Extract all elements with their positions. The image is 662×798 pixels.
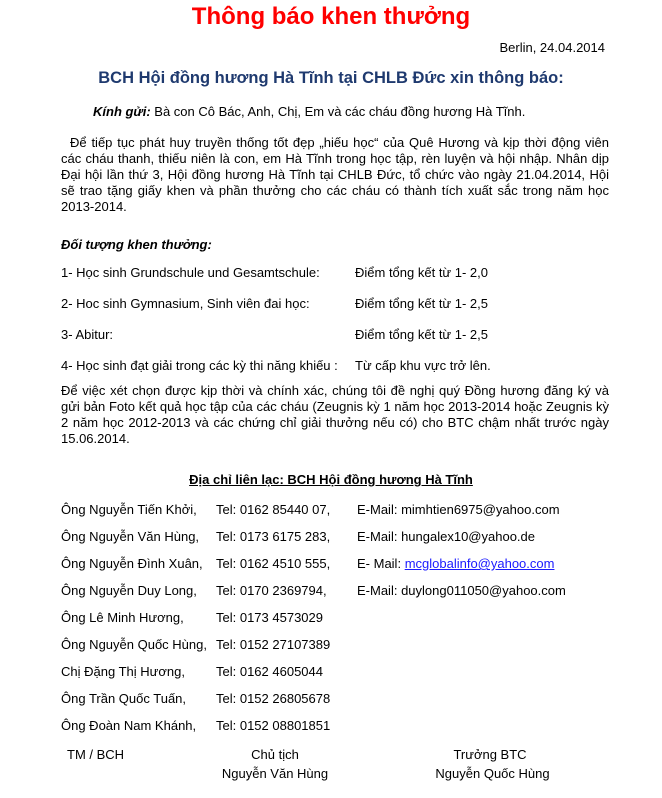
head-name: Nguyễn Quốc Hùng xyxy=(435,766,550,781)
document-date: Berlin, 24.04.2014 xyxy=(499,40,605,55)
criteria-item-label: 3- Abitur: xyxy=(61,327,114,342)
intro-paragraph: Để tiếp tục phát huy truyền thống tốt đẹp „hiếu học“ của Quê Hương và kịp thời động viên các cháu thanh, thiếu niên là con, em Hà Tĩnh trong học tập, rèn luyện và hội nhập. Nhân dịp Đại hội lần thứ 3, Hội đồng hương Hà Tĩnh tại CHLB Đức, tổ chức vào ngày 21.04.2014, Hội sẽ trao tặng giấy khen và phần thưởng cho các cháu có thành tích xuất sắc trong năm học 2013-2014. xyxy=(61,135,609,214)
email-link[interactable]: mcglobalinfo@yahoo.com xyxy=(404,556,555,571)
greeting-text: Bà con Cô Bác, Anh, Chị, Em và các cháu đồng hương Hà Tĩnh. xyxy=(154,104,526,119)
chair-title: Chủ tịch xyxy=(251,747,299,762)
greeting-label: Kính gửi: xyxy=(93,104,151,119)
contact-name: Ông Nguyễn Duy Long, xyxy=(61,583,197,598)
review-paragraph: Để việc xét chọn được kịp thời và chính xác, chúng tôi đề nghị quý Đồng hương đăng ký và gửi bản Foto kết quả học tập của các cháu (Zeugnis kỳ 1 năm học 2013-2014 hoặc Zeugnis kỳ 2 năm học 2012-2013 và các chứng chỉ giải thưởng nếu có) cho BTC chậm nhất trước ngày 15.06.2014. xyxy=(61,383,609,446)
contact-name: Ông Nguyễn Đình Xuân, xyxy=(61,556,203,571)
contact-tel: Tel: 0152 27107389 xyxy=(216,637,331,652)
announcement-heading: BCH Hội đồng hương Hà Tĩnh tại CHLB Đức xin thông báo: xyxy=(98,69,564,87)
signature-org: TM / BCH xyxy=(67,747,125,762)
criteria-item-value: Điểm tổng kết từ 1- 2,5 xyxy=(355,327,488,342)
criteria-item-label: 2- Hoc sinh Gymnasium, Sinh viên đai học: xyxy=(61,296,310,311)
contact-tel: Tel: 0152 26805678 xyxy=(216,691,331,706)
email-label: E-Mail: xyxy=(357,583,398,598)
criteria-heading: Đối tượng khen thưởng: xyxy=(61,237,212,252)
criteria-item-label: 4- Học sinh đạt giải trong các kỳ thi năng khiếu : xyxy=(61,358,338,373)
contact-tel: Tel: 0162 4510 555, xyxy=(216,556,331,571)
criteria-item-label: 1- Học sinh Grundschule und Gesamtschule: xyxy=(61,265,320,280)
contact-email xyxy=(357,556,554,571)
contact-email xyxy=(357,529,535,544)
email-address: mimhtien6975@yahoo.com xyxy=(401,502,560,517)
contact-name: Ông Nguyễn Quốc Hùng, xyxy=(61,637,207,652)
contacts-heading: Địa chỉ liên lạc: BCH Hội đồng hương Hà Tĩnh xyxy=(189,472,473,487)
contact-name: Ông Lê Minh Hương, xyxy=(61,610,184,625)
chair-name: Nguyễn Văn Hùng xyxy=(221,766,329,781)
contact-tel: Tel: 0170 2369794, xyxy=(216,583,327,598)
email-address: hungalex10@yahoo.de xyxy=(401,529,535,544)
contact-name: Ông Nguyễn Tiến Khởi, xyxy=(61,502,197,517)
email-address: duylong011050@yahoo.com xyxy=(401,583,566,598)
contact-tel: Tel: 0173 6175 283, xyxy=(216,529,331,544)
contact-name: Ông Trần Quốc Tuấn, xyxy=(61,691,187,706)
page-title: Thông báo khen thưởng xyxy=(191,3,471,30)
email-label: E- Mail: xyxy=(357,556,402,571)
email-label: E-Mail: xyxy=(357,529,398,544)
contact-tel: Tel: 0162 85440 07, xyxy=(216,502,331,517)
contact-tel: Tel: 0173 4573029 xyxy=(216,610,323,625)
contact-email xyxy=(357,502,560,517)
email-label: E-Mail: xyxy=(357,502,398,517)
criteria-item-value: Từ cấp khu vực trở lên. xyxy=(355,358,491,373)
contact-tel: Tel: 0152 08801851 xyxy=(216,718,331,733)
criteria-item-value: Điểm tổng kết từ 1- 2,5 xyxy=(355,296,488,311)
contact-name: Ông Nguyễn Văn Hùng, xyxy=(61,529,200,544)
criteria-item-value: Điểm tổng kết từ 1- 2,0 xyxy=(355,265,488,280)
contact-name: Ông Đoàn Nam Khánh, xyxy=(61,718,197,733)
contact-email xyxy=(357,583,566,598)
contact-tel: Tel: 0162 4605044 xyxy=(216,664,323,679)
head-title: Trưởng BTC xyxy=(453,747,527,762)
greeting xyxy=(93,104,525,119)
contact-name: Chị Đặng Thị Hương, xyxy=(61,664,185,679)
